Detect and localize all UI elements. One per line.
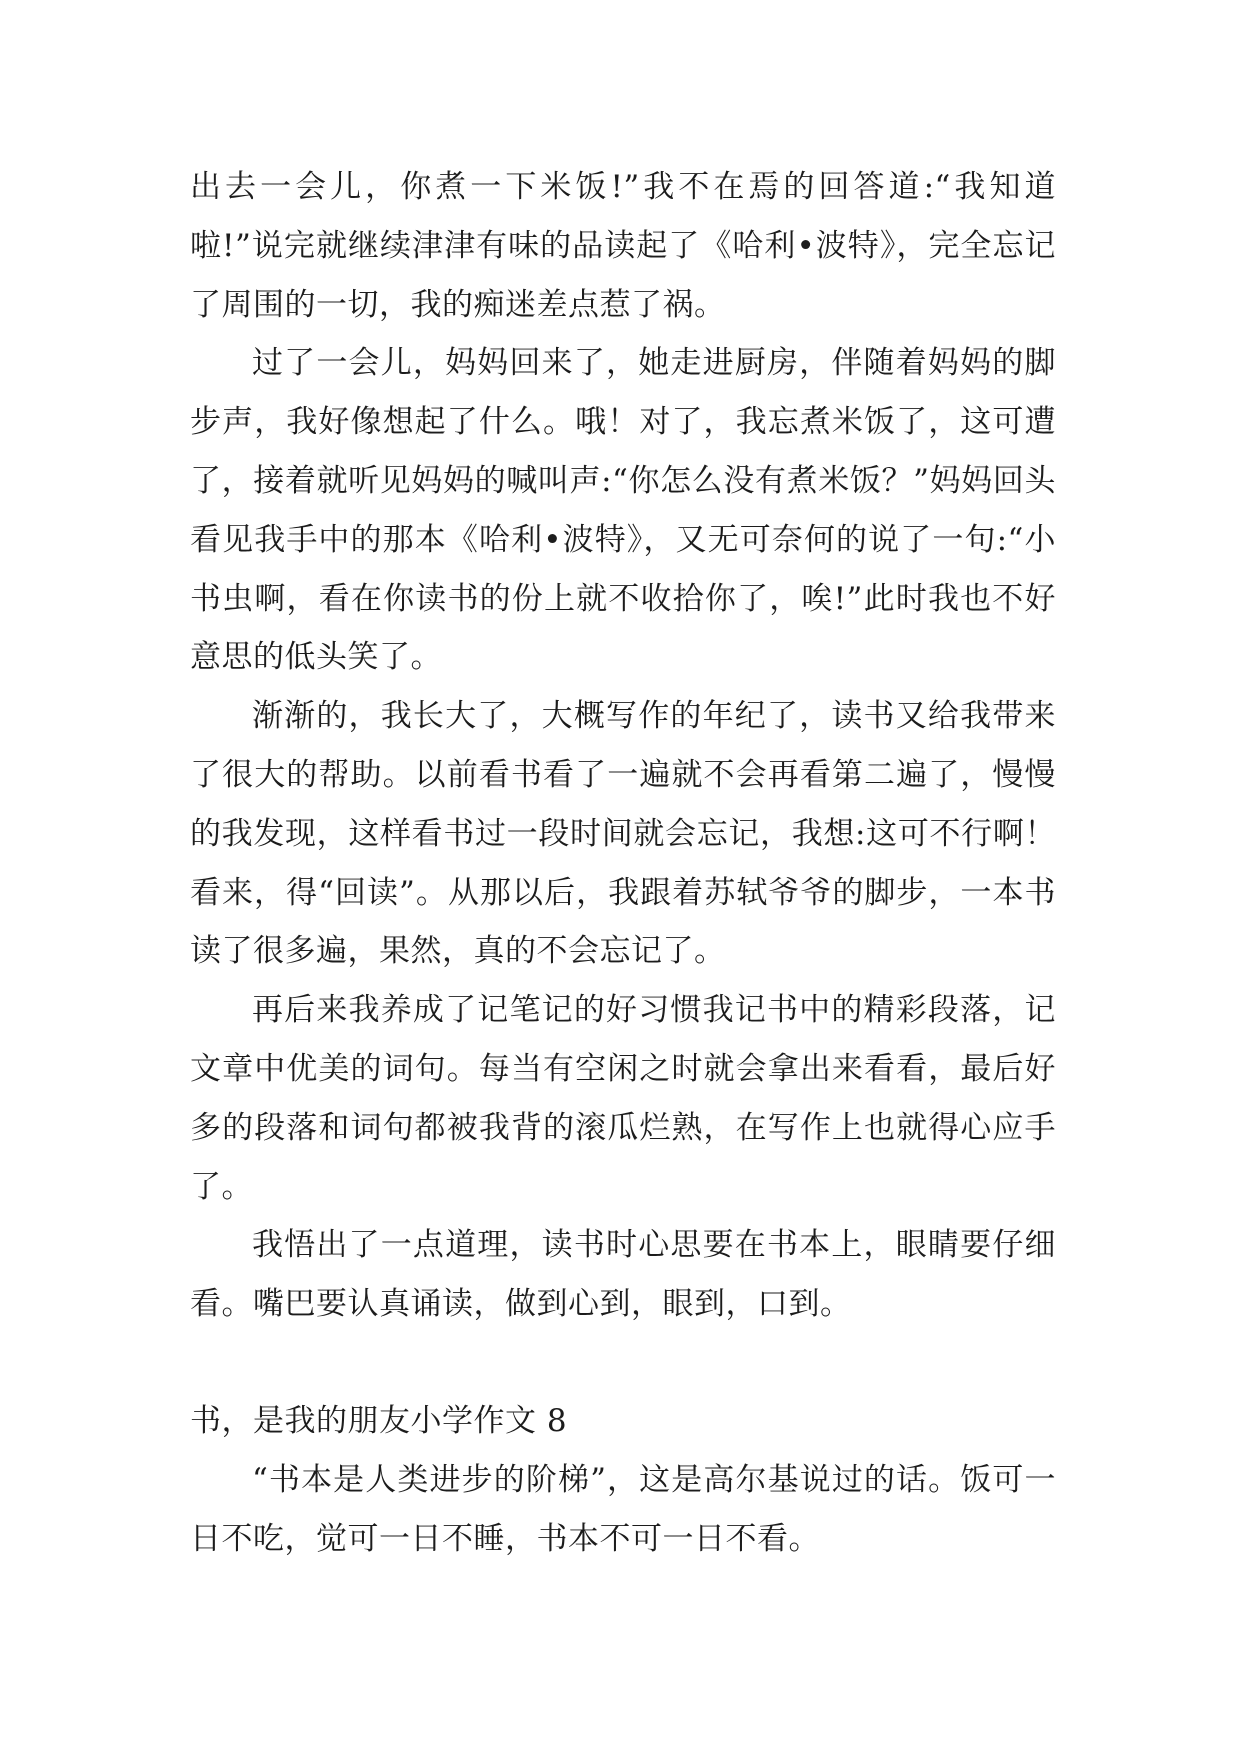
- document-body: [190, 158, 1056, 1568]
- paragraph-continued: 出去一会儿，你煮一下米饭!”我不在焉的回答道:“我知道啦!”说完就继续津津有味的品读起了《哈利•波特》，完全忘记了周围的一切，我的痴迷差点惹了祸。: [190, 169, 1056, 323]
- paragraph: 再后来我养成了记笔记的好习惯我记书中的精彩段落，记文章中优美的词句。每当有空闲之时就会拿出来看看，最后好多的段落和词句都被我背的滚瓜烂熟，在写作上也就得心应手了。: [190, 992, 1056, 1205]
- paragraph: 过了一会儿，妈妈回来了，她走进厨房，伴随着妈妈的脚步声，我好像想起了什么。哦！对了，我忘煮米饭了，这可遭了，接着就听见妈妈的喊叫声:“你怎么没有煮米饭？”妈妈回头看见我手中的那本《哈利•波特》，又无可奈何的说了一句:“小书虫啊，看在你读书的份上就不收拾你了，唉!”此时我也不好意思的低头笑了。: [190, 345, 1056, 676]
- paragraph: 我悟出了一点道理，读书时心思要在书本上，眼睛要仔细看。嘴巴要认真诵读，做到心到，眼到，口到。: [190, 1227, 1056, 1323]
- section-title: 书，是我的朋友小学作文 8: [190, 1402, 568, 1439]
- paragraph: 渐渐的，我长大了，大概写作的年纪了，读书又给我带来了很大的帮助。以前看书看了一遍就不会再看第二遍了，慢慢的我发现，这样看书过一段时间就会忘记，我想:这可不行啊！看来，得“回读”。从那以后，我跟着苏轼爷爷的脚步，一本书读了很多遍，果然，真的不会忘记了。: [190, 698, 1056, 970]
- paragraph: “书本是人类进步的阶梯”，这是高尔基说过的话。饭可一日不吃，觉可一日不睡，书本不可一日不看。: [190, 1461, 1056, 1557]
